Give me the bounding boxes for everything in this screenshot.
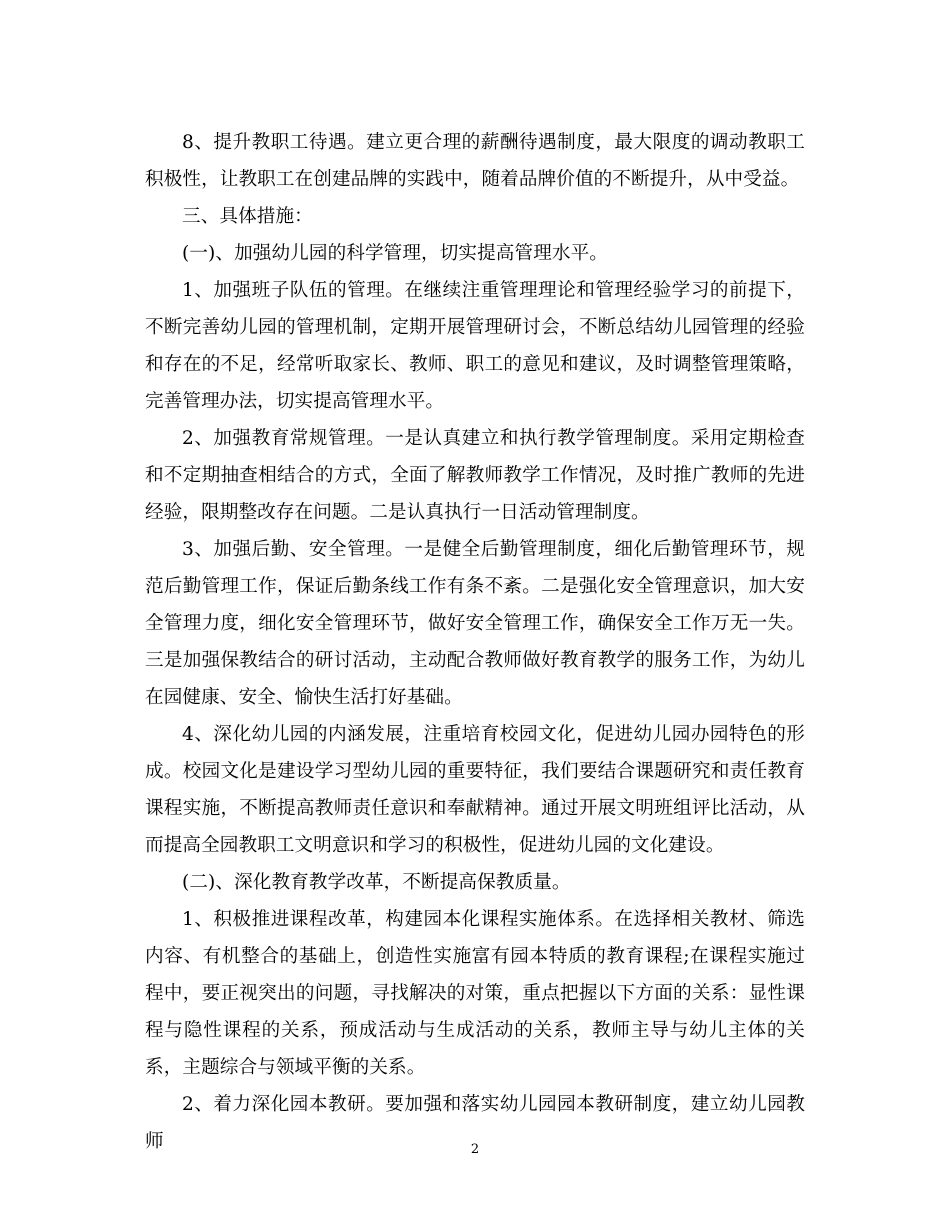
paragraph-school-based-research: 2、着力深化园本教研。要加强和落实幼儿园园本教研制度，建立幼儿园教师 (145, 1094, 805, 1152)
paragraph-logistics-safety: 3、加强后勤、安全管理。一是健全后勤管理制度，细化后勤管理环节，规范后勤管理工作，保证后勤条线工作有条不紊。二是强化安全管理意识，加大安全管理力度，细化安全管理环节，做好安全管理工作，确保安全工作万无一失。三是加强保教结合的研讨活动，主动配合教师做好教育教学的服务工作，为幼儿在园健康、安全、愉快生活打好基础。 (145, 539, 805, 708)
section-heading-measures: 三、具体措施： (182, 206, 313, 227)
paragraph-curriculum-reform: 1、积极推进课程改革，构建园本化课程实施体系。在选择相关教材、筛选内容、有机整合的基础上，创造性实施富有园本特质的教育课程;在课程实施过程中，要正视突出的问题，寻找解决的对策，重点把握以下方面的关系：显性课程与隐性课程的关系，预成活动与生成活动的关系，教师主导与幼儿主体的关系，主题综合与领域平衡的关系。 (145, 909, 805, 1078)
paragraph-campus-culture: 4、深化幼儿园的内涵发展，注重培育校园文化，促进幼儿园办园特色的形成。校园文化是建设学习型幼儿园的重要特征，我们要结合课题研究和责任教育课程实施，不断提高教师责任意识和奉献精神。通过开展文明班组评比活动，从而提高全园教职工文明意识和学习的积极性，促进幼儿园的文化建设。 (145, 724, 805, 856)
document-body (145, 124, 805, 1160)
page-number: 2 (470, 1142, 480, 1157)
subsection-heading-teaching-reform: (二)、深化教育教学改革，不断提高保教质量。 (182, 872, 571, 893)
paragraph-item-8: 8、提升教职工待遇。建立更合理的薪酬待遇制度，最大限度的调动教职工积极性，让教职工在创建品牌的实践中，随着品牌价值的不断提升，从中受益。 (145, 132, 805, 190)
subsection-heading-management: (一)、加强幼儿园的科学管理，切实提高管理水平。 (182, 243, 608, 264)
paragraph-education-routine: 2、加强教育常规管理。一是认真建立和执行教学管理制度。采用定期检查和不定期抽查相结合的方式，全面了解教师教学工作情况，及时推广教师的先进经验，限期整改存在问题。二是认真执行一日活动管理制度。 (145, 428, 805, 523)
paragraph-team-management: 1、加强班子队伍的管理。在继续注重管理理论和管理经验学习的前提下，不断完善幼儿园的管理机制，定期开展管理研讨会，不断总结幼儿园管理的经验和存在的不足，经常听取家长、教师、职工的意见和建议，及时调整管理策略，完善管理办法，切实提高管理水平。 (145, 280, 805, 412)
